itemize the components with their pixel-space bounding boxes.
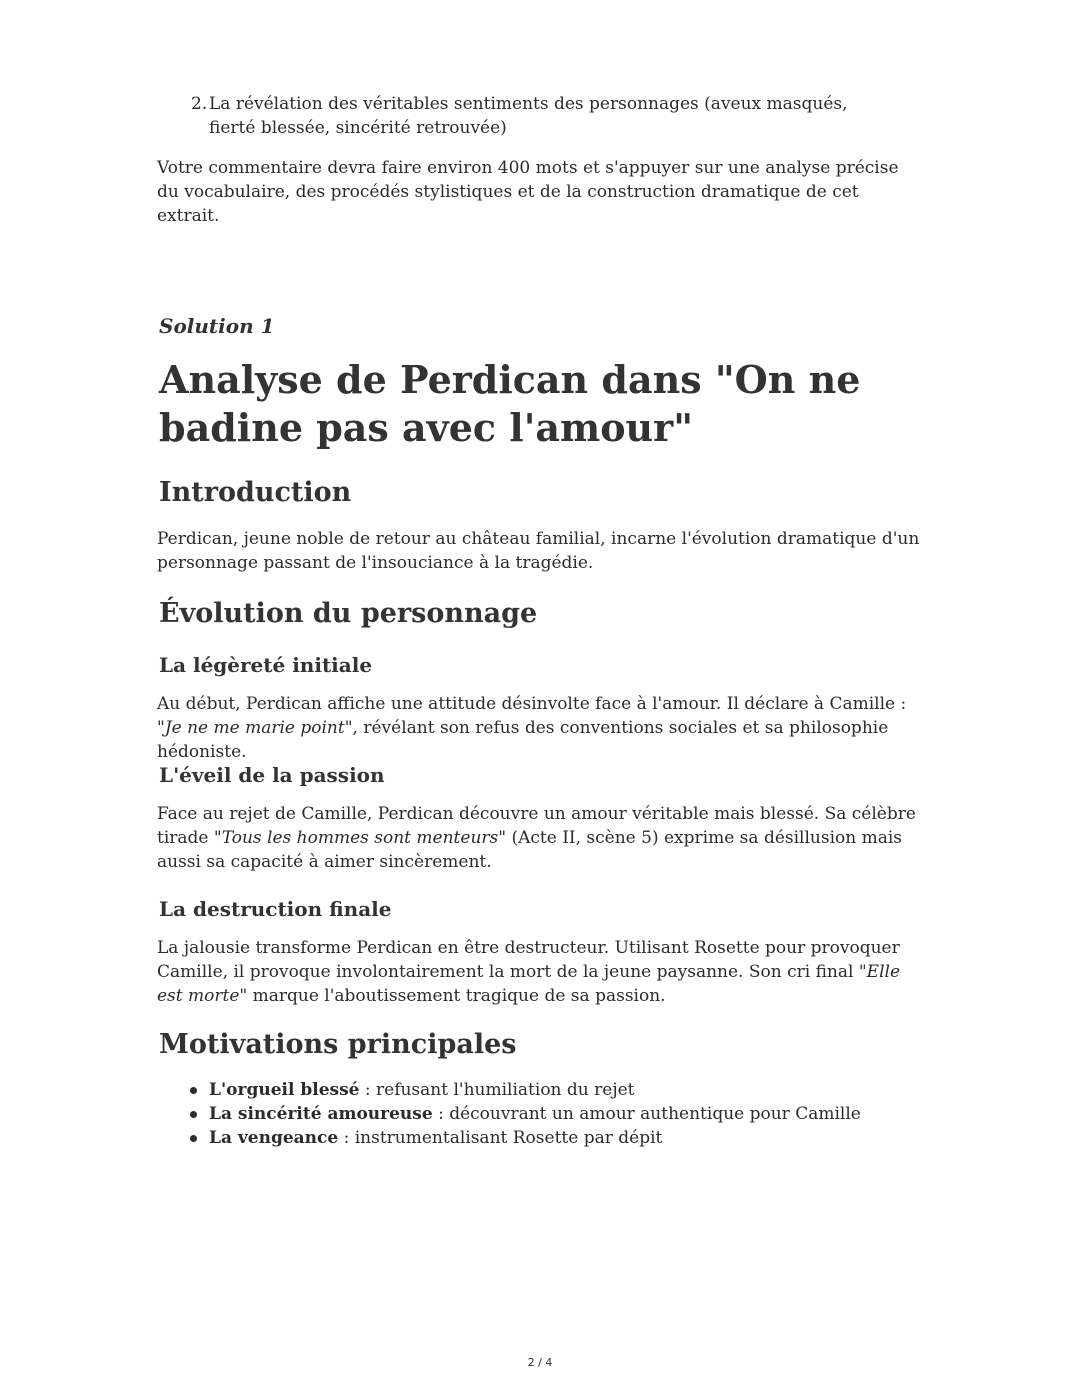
section-heading-motivations: Motivations principales [159, 1029, 517, 1060]
section-heading-evolution: Évolution du personnage [159, 598, 538, 629]
quote-text: "Je ne me marie point" [157, 718, 353, 738]
page-number: 2 / 4 [527, 1356, 553, 1369]
motivations-list [157, 1078, 861, 1150]
paragraph-text: (Acte II, scène 5) exprime sa désillusion mais aussi sa capacité à aimer sincèrement. [157, 828, 903, 872]
paragraph-text: marque l'aboutissement tragique de sa passion. [247, 986, 666, 1006]
page-title: Analyse de Perdican dans "On ne badine pas avec l'amour" [159, 357, 861, 450]
solution-label: Solution 1 [159, 314, 275, 338]
list-item-term: La vengeance [209, 1128, 339, 1148]
introduction-paragraph: Perdican, jeune noble de retour au château familial, incarne l'évolution dramatique d'un personnage passant de l'insouciance à la tragédie. [157, 529, 920, 573]
paragraph-text: La jalousie transforme Perdican en être destructeur. Utilisant Rosette pour provoquer Camille, il provoque involontairement la mort de la jeune paysanne. Son cri final [157, 938, 900, 982]
list-item-desc: : découvrant un amour authentique pour Camille [432, 1104, 861, 1124]
subheading-destruction: La destruction finale [159, 897, 392, 921]
list-item [157, 1126, 861, 1150]
section-heading-introduction: Introduction [159, 477, 352, 508]
paragraph-text: , révélant son refus des conventions sociales et sa philosophie hédoniste. [157, 718, 889, 762]
list-item [157, 1078, 861, 1102]
list-item-term: La sincérité amoureuse [209, 1104, 433, 1124]
list-item [157, 1102, 861, 1126]
paragraph-text: Au début, Perdican affiche une attitude désinvolte face à l'amour. Il déclare à Camille : [157, 694, 907, 714]
paragraph-destruction [157, 936, 927, 1008]
list-item-text: La révélation des véritables sentiments des personnages (aveux masqués, fierté blessée, sincérité retrouvée) [209, 94, 848, 138]
instructions-paragraph: Votre commentaire devra faire environ 400 mots et s'appuyer sur une analyse précise du vocabulaire, des procédés stylistiques et de la construction dramatique de cet extrait. [157, 158, 899, 226]
list-number: 2. [191, 94, 208, 114]
list-item-desc: : refusant l'humiliation du rejet [359, 1080, 635, 1100]
list-item-desc: : instrumentalisant Rosette par dépit [338, 1128, 663, 1148]
quote-text: "Elle est morte" [157, 962, 901, 1006]
subheading-passion: L'éveil de la passion [159, 763, 385, 787]
subheading-legerete: La légèreté initiale [159, 653, 373, 677]
quote-text: "Tous les hommes sont menteurs" [213, 828, 507, 848]
list-item-term: L'orgueil blessé [209, 1080, 360, 1100]
numbered-list-item [191, 92, 891, 140]
paragraph-passion [157, 802, 927, 874]
paragraph-legerete [157, 692, 927, 764]
paragraph-text: Face au rejet de Camille, Perdican découvre un amour véritable mais blessé. Sa célèbre tirade [157, 804, 916, 848]
